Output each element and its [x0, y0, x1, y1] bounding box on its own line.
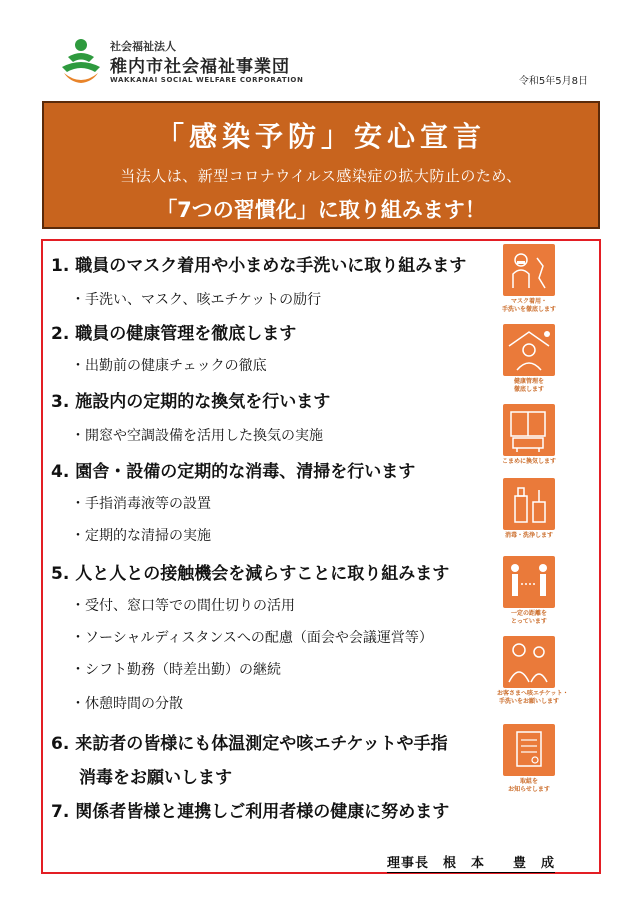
- icon-caption: お客さまへ咳エチケット・ 手洗いをお願いします: [497, 690, 569, 705]
- measure-detail: ・出勤前の健康チェックの徹底: [71, 358, 267, 374]
- document-header: [0, 0, 640, 100]
- icon-caption: 消毒・洗浄します: [504, 532, 553, 539]
- icon-caption: 一定の距離を とっています: [510, 610, 547, 625]
- organization-logo-icon: [58, 35, 104, 85]
- banner-title: 「感染予防」安心宣言: [155, 120, 486, 153]
- measure-detail: ・手洗い、マスク、咳エチケットの励行: [71, 292, 322, 308]
- measure-detail: ・ソーシャルディスタンスへの配慮（面会や会議運営等）: [71, 630, 433, 646]
- measure-item-3: 3. 施設内の定期的な換気を行います: [51, 392, 331, 412]
- measure-detail: ・休憩時間の分散: [71, 696, 183, 712]
- measure-detail: ・受付、窓口等での間仕切りの活用: [71, 598, 295, 614]
- measure-detail: ・手指消毒液等の設置: [71, 496, 211, 512]
- measure-item-6: 6. 来訪者の皆様にも体温測定や咳エチケットや手指: [51, 734, 448, 754]
- icon-caption: 健康管理を 徹底します: [513, 378, 544, 393]
- measure-item-1: 1. 職員のマスク着用や小まめな手洗いに取り組みます: [51, 256, 467, 276]
- measure-detail: ・シフト勤務（時差出勤）の継続: [71, 662, 281, 678]
- measure-item-5: 5. 人と人との接触機会を減らすことに取り組みます: [51, 564, 450, 584]
- declaration-banner: [42, 101, 600, 229]
- org-english-name: WAKKANAI SOCIAL WELFARE CORPORATION: [110, 76, 304, 84]
- measure-item-2: 2. 職員の健康管理を徹底します: [51, 324, 297, 344]
- measure-item-4: 4. 園舎・設備の定期的な消毒、清掃を行います: [51, 462, 416, 482]
- icon-caption: こまめに換気します: [501, 458, 556, 465]
- icon-caption: マスク着用・ 手洗いを徹底します: [501, 298, 556, 313]
- measure-item-6-continued: 消毒をお願いします: [79, 768, 232, 788]
- icon-caption: 取組を お知らせします: [508, 778, 550, 793]
- measure-detail: ・開窓や空調設備を活用した換気の実施: [71, 428, 323, 444]
- measure-detail: ・定期的な清掃の実施: [71, 528, 211, 544]
- measures-list: [41, 239, 601, 874]
- banner-emphasis: 「7つの習慣化」に取り組みます！: [156, 198, 486, 222]
- chairman-signature: 理事長 根 本 豊 成: [387, 852, 555, 873]
- org-type-label: 社会福祉法人: [110, 40, 176, 53]
- issue-date: 令和5年5月8日: [518, 76, 588, 87]
- measure-item-7: 7. 関係者皆様と連携しご利用者様の健康に努めます: [51, 802, 450, 822]
- banner-subtitle: 当法人は、新型コロナウイルス感染症の拡大防止のため、: [120, 167, 522, 185]
- org-name: 稚内市社会福祉事業団: [110, 57, 290, 77]
